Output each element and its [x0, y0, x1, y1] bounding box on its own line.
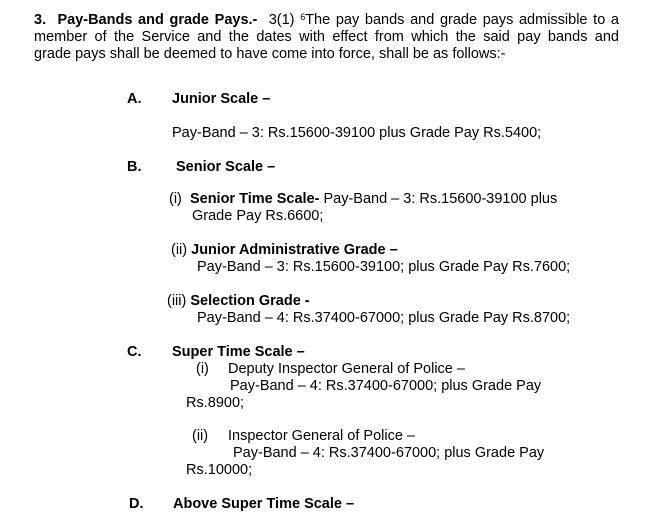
item-c-i-payband: Pay-Band – 4: Rs.37400-67000; plus Grade Pay — [230, 378, 542, 394]
item-b-i-line2: Grade Pay Rs.6600; — [192, 208, 324, 224]
item-c-i-grade: Rs.8900; — [186, 395, 245, 411]
intro-line-3: grade pays shall be deemed to have come into force, shall be as follows:- — [34, 46, 506, 62]
item-c-ii-title: Inspector General of Police – — [228, 428, 415, 444]
section-heading: Pay-Bands and grade Pays.- — [57, 12, 258, 28]
item-d-title: Above Super Time Scale – — [173, 496, 355, 512]
rule-reference: 3(1) — [268, 12, 295, 28]
item-b-i-title: Senior Time Scale- — [189, 191, 320, 207]
item-a-title: Junior Scale – — [172, 91, 271, 107]
item-b-iii-line: (iii) Selection Grade - — [167, 293, 310, 309]
section-number: 3. — [34, 12, 47, 28]
intro-line-2: member of the Service and the dates with effect from which the said pay bands and — [34, 29, 619, 45]
item-c-letter: C. — [127, 344, 142, 360]
item-b-i-line: (i) Senior Time Scale- Pay-Band – 3: Rs.15600-39100 plus — [169, 191, 558, 207]
item-b-title: Senior Scale – — [176, 159, 276, 175]
footnote-mark: 6 — [300, 12, 306, 22]
item-c-i-title: Deputy Inspector General of Police – — [228, 361, 465, 377]
item-b-ii-payband: Pay-Band – 3: Rs.15600-39100; plus Grade Pay Rs.7600; — [197, 259, 571, 275]
item-a-payband: Pay-Band – 3: Rs.15600-39100 plus Grade Pay Rs.5400; — [172, 125, 542, 141]
item-a-letter: A. — [127, 91, 142, 107]
item-c-ii-grade: Rs.10000; — [186, 462, 253, 478]
item-b-iii-title: Selection Grade - — [190, 293, 310, 309]
item-b-letter: B. — [127, 159, 142, 175]
section-intro — [34, 12, 619, 63]
item-b-ii-line: (ii) Junior Administrative Grade – — [171, 242, 398, 258]
item-d-letter: D. — [129, 496, 144, 512]
item-c-ii-payband: Pay-Band – 4: Rs.37400-67000; plus Grade Pay — [233, 445, 545, 461]
intro-line-1: 3. Pay-Bands and grade Pays.- 3(1) $^6$The pay bands and grade pays admissible to a — [34, 12, 619, 28]
item-b-iii-payband: Pay-Band – 4: Rs.37400-67000; plus Grade Pay Rs.8700; — [197, 310, 571, 326]
item-c-title: Super Time Scale – — [172, 344, 305, 360]
item-c-i-roman: (i) — [196, 361, 209, 377]
item-c-ii-roman: (ii) — [192, 428, 209, 444]
item-b-ii-title: Junior Administrative Grade – — [191, 242, 398, 258]
